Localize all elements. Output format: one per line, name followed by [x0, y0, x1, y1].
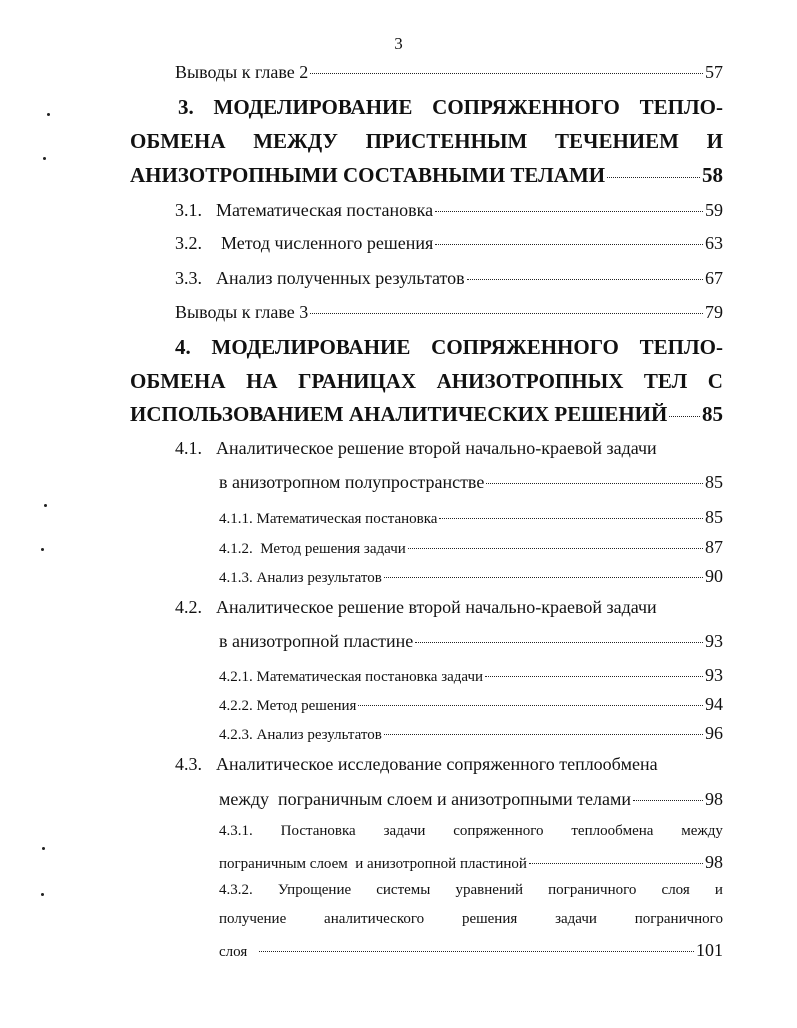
dot-leader	[485, 676, 703, 677]
page-number: 3	[394, 34, 403, 53]
title-word: Упрощение	[277, 882, 352, 898]
dot-leader	[529, 863, 703, 864]
title-word: ОБМЕНА	[130, 369, 226, 393]
toc-entry-page: 90	[705, 566, 723, 586]
title-word: Постановка	[280, 823, 356, 839]
toc-entry-label: Аналитическое решение второй начально-краевой задачи	[216, 597, 657, 617]
toc-entry-4-2-line-2	[219, 631, 723, 652]
toc-entry-4-1-line-2	[219, 472, 723, 493]
chapter-3-title-line-3	[130, 163, 723, 188]
scan-speck	[41, 893, 44, 896]
section-number: 3.1.	[175, 200, 202, 220]
dot-leader	[408, 548, 703, 549]
title-word: между	[681, 823, 723, 839]
chapter-number: 3.	[178, 95, 194, 119]
toc-entry-label: 4.1.3. Анализ результатов	[219, 570, 382, 586]
toc-entry-label: Аналитическое решение второй начально-краевой задачи	[216, 438, 657, 458]
title-word: ТЕПЛО-	[639, 95, 723, 119]
scan-speck	[42, 847, 45, 850]
toc-entry-page: 96	[705, 723, 723, 743]
chapter-4-title-line-2	[130, 369, 723, 394]
toc-entry-3-1	[175, 200, 723, 221]
section-number: 3.3.	[175, 268, 202, 288]
scan-speck	[47, 113, 50, 116]
toc-entry-4-3-line-2	[219, 789, 723, 810]
toc-entry-label: Аналитическое исследование сопряженного теплообмена	[216, 754, 658, 774]
title-word: решения	[461, 911, 518, 927]
toc-entry-conclusions-ch2	[175, 62, 723, 83]
toc-entry-4-3-1-line-2	[219, 852, 723, 873]
toc-entry-page: 93	[705, 665, 723, 685]
toc-entry-page: 93	[705, 631, 723, 651]
title-word: НА	[246, 369, 278, 393]
toc-entry-4-1-2	[219, 537, 723, 558]
toc-entry-label: 4.1.2. Метод решения задачи	[219, 541, 406, 557]
dot-leader	[439, 518, 703, 519]
dot-leader	[384, 577, 703, 578]
toc-entry-3-2	[175, 233, 723, 254]
toc-entry-page: 85	[705, 507, 723, 527]
toc-entry-label: пограничным слоем и анизотропной пластиной	[219, 856, 527, 872]
title-word: пограничного	[548, 882, 637, 898]
title-word: 4.3.2.	[219, 882, 253, 898]
title-word: сопряженного	[453, 823, 544, 839]
title-word: С	[707, 369, 723, 393]
toc-entry-page: 59	[705, 200, 723, 220]
title-word: и	[714, 882, 723, 898]
title-word: получение	[219, 911, 287, 927]
title-word: АНИЗОТРОПНЫХ	[436, 369, 624, 393]
toc-entry-label: в анизотропной пластине	[219, 631, 414, 651]
toc-entry-label: Анализ полученных результатов	[216, 268, 465, 288]
chapter-3-title-line-2	[130, 129, 723, 154]
title-word: задачи	[555, 911, 597, 927]
dot-leader	[310, 73, 703, 74]
toc-entry-4-2-2	[219, 694, 723, 715]
dot-leader	[607, 177, 700, 178]
dot-leader	[415, 642, 703, 643]
toc-entry-page: 63	[705, 233, 723, 253]
title-word: уравнений	[455, 882, 524, 898]
title-word: МОДЕЛИРОВАНИЕ	[213, 95, 413, 119]
toc-entry-4-2-3	[219, 723, 723, 744]
toc-entry-4-1-line-1	[175, 438, 723, 459]
section-number: 4.3.	[175, 754, 202, 774]
dot-leader	[633, 800, 703, 801]
toc-entry-label: в анизотропном полупространстве	[219, 472, 485, 492]
toc-entry-label: Математическая постановка	[216, 200, 434, 220]
toc-entry-label: 4.1.1. Математическая постановка	[219, 511, 438, 527]
toc-entry-4-1-1	[219, 507, 723, 528]
dot-leader	[259, 951, 694, 952]
toc-entry-4-3-line-1	[175, 754, 723, 775]
chapter-number: 4.	[175, 335, 191, 359]
toc-entry-page: 98	[705, 789, 723, 809]
title-word: задачи	[383, 823, 426, 839]
toc-entry-label: между пограничным слоем и анизотропными телами	[219, 789, 631, 809]
toc-entry-page: 87	[705, 537, 723, 557]
title-word: аналитического	[324, 911, 425, 927]
title-word: пограничного	[634, 911, 723, 927]
toc-entry-conclusions-ch3	[175, 302, 723, 323]
toc-entry-label: 4.2.3. Анализ результатов	[219, 727, 382, 743]
toc-entry-4-2-1	[219, 665, 723, 686]
toc-entry-4-3-1-line-1	[219, 823, 723, 840]
title-word: И	[706, 129, 723, 153]
dot-leader	[358, 705, 703, 706]
section-number: 4.2.	[175, 597, 202, 617]
toc-entry-label: ИСПОЛЬЗОВАНИЕМ АНАЛИТИЧЕСКИХ РЕШЕНИЙ	[130, 402, 668, 426]
title-word: теплообмена	[571, 823, 654, 839]
scan-speck	[41, 548, 44, 551]
section-number: 3.2.	[175, 233, 202, 253]
scan-speck	[43, 157, 46, 160]
dot-leader	[384, 734, 703, 735]
toc-entry-page: 85	[702, 402, 723, 426]
chapter-4-title-line-3	[130, 402, 723, 427]
dot-leader	[467, 279, 703, 280]
title-word: СОПРЯЖЕННОГО	[432, 95, 620, 119]
toc-entry-label: Выводы к главе 2	[175, 62, 309, 82]
title-word: МОДЕЛИРОВАНИЕ	[211, 335, 411, 359]
dot-leader	[669, 416, 700, 417]
toc-entry-page: 57	[705, 62, 723, 82]
title-word: ТЕЛ	[643, 369, 688, 393]
toc-entry-4-3-2-line-1	[219, 882, 723, 899]
toc-entry-page: 79	[705, 302, 723, 322]
toc-entry-page: 67	[705, 268, 723, 288]
toc-entry-4-3-2-line-3	[219, 940, 723, 961]
toc-entry-label: 4.2.2. Метод решения	[219, 698, 357, 714]
toc-entry-label: 4.2.1. Математическая постановка задачи	[219, 669, 484, 685]
title-word: слоя	[661, 882, 690, 898]
title-word: системы	[376, 882, 431, 898]
toc-entry-4-3-2-line-2	[219, 911, 723, 928]
toc-entry-page: 85	[705, 472, 723, 492]
dot-leader	[435, 211, 703, 212]
dot-leader	[486, 483, 703, 484]
toc-entry-page: 101	[696, 940, 723, 960]
scan-speck	[44, 504, 47, 507]
title-word: 4.3.1.	[219, 823, 253, 839]
chapter-4-title-line-1	[175, 335, 723, 360]
dot-leader	[310, 313, 703, 314]
title-word: ОБМЕНА	[130, 129, 226, 153]
toc-entry-label: Метод численного решения	[221, 233, 434, 253]
toc-entry-4-2-line-1	[175, 597, 723, 618]
title-word: ТЕЧЕНИЕМ	[555, 129, 679, 153]
title-word: ТЕПЛО-	[639, 335, 723, 359]
toc-entry-page: 94	[705, 694, 723, 714]
dot-leader	[435, 244, 703, 245]
toc-entry-label: Выводы к главе 3	[175, 302, 309, 322]
toc-entry-label: АНИЗОТРОПНЫМИ СОСТАВНЫМИ ТЕЛАМИ	[130, 163, 606, 187]
toc-entry-page: 98	[705, 852, 723, 872]
toc-entry-page: 58	[702, 163, 723, 187]
toc-entry-4-1-3	[219, 566, 723, 587]
section-number: 4.1.	[175, 438, 202, 458]
title-word: СОПРЯЖЕННОГО	[431, 335, 619, 359]
chapter-3-title-line-1	[178, 95, 723, 120]
title-word: МЕЖДУ	[253, 129, 338, 153]
toc-entry-label: слоя	[219, 944, 248, 960]
title-word: ГРАНИЦАХ	[298, 369, 417, 393]
title-word: ПРИСТЕННЫМ	[365, 129, 528, 153]
toc-entry-3-3	[175, 268, 723, 289]
